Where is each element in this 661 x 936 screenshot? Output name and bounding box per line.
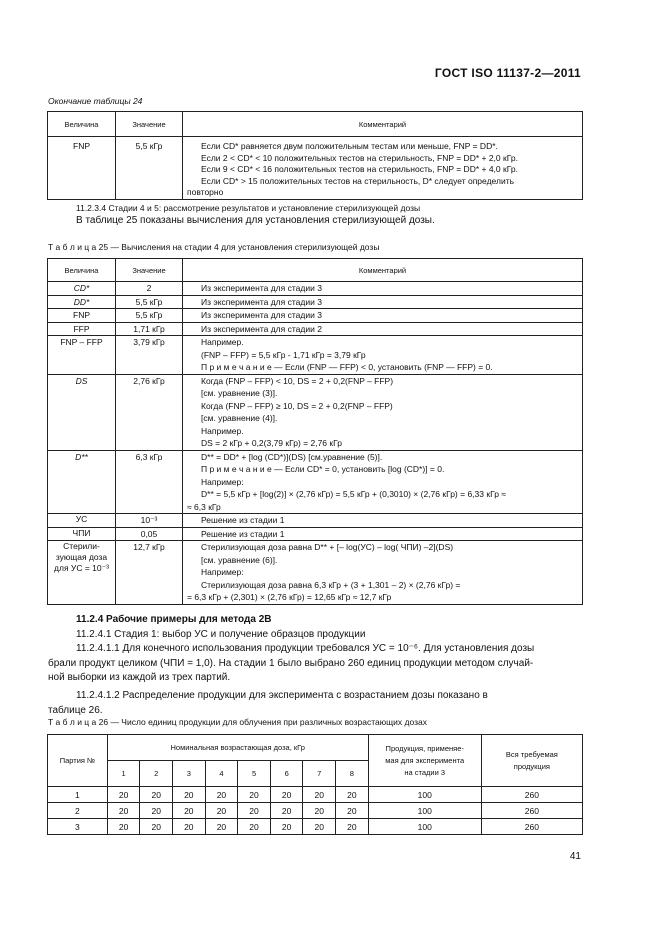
table-row [48, 787, 583, 803]
table-row [48, 514, 583, 528]
table26-cell-dose: 20 [238, 787, 271, 803]
comment-line: Из эксперимента для стадии 2 [201, 323, 322, 334]
table25-cell-comment [183, 309, 583, 323]
paragraph-11-2-4-1-2 [48, 689, 583, 718]
comment-line: Когда (FNP – FFP) ≥ 10, DS = 2 + 0,2(FNP – FFP) [201, 400, 393, 411]
table26-cell-dose: 20 [303, 819, 336, 835]
comment-line: Например. [201, 337, 244, 347]
table24-header-name: Величина [48, 112, 116, 137]
comment-line: Решение из стадии 1 [201, 528, 285, 539]
table26-cell-dose: 20 [303, 803, 336, 819]
comment-line: П р и м е ч а н и е — Если (FNP — FFP) < 0, установить (FNP — FFP) = 0. [201, 362, 493, 372]
table25-cell-name: FNP [48, 309, 116, 323]
comment-line: Из эксперимента для стадии 3 [201, 283, 322, 293]
table26-cell-dose: 20 [205, 803, 238, 819]
table-row [48, 450, 583, 514]
table26-cell-dose: 20 [140, 819, 173, 835]
paragraph-line: таблице 26. [48, 704, 103, 716]
table26-cell-dose: 20 [173, 803, 206, 819]
comment-line: [см. уравнение (6)]. [201, 554, 278, 565]
table25-cell-comment [183, 322, 583, 336]
paragraph-line: ной выборки из каждой из трех партий. [48, 672, 231, 683]
table26-cell-dose: 20 [270, 803, 303, 819]
table-row [48, 322, 583, 336]
table26-dose-column: 5 [238, 761, 271, 787]
comment-line: Из эксперимента для стадии 3 [201, 310, 322, 320]
table25-header-name: Величина [48, 259, 116, 282]
table24-cell-name: FNP [48, 137, 116, 200]
table25-cell-comment [183, 374, 583, 450]
table-row [48, 336, 583, 375]
comment-line: Стерилизующая доза равна D** + [– log(УС) – log( ЧПИ) –2](DS) [201, 542, 454, 552]
table-row [48, 309, 583, 323]
comment-line: DS = 2 кГр + 0,2(3,79 кГр) = 2,76 кГр [201, 438, 342, 448]
table26-cell-dose: 20 [173, 787, 206, 803]
table26-cell-dose: 20 [173, 819, 206, 835]
table26-header-dose: Номинальная возрастающая доза, кГр [107, 735, 368, 761]
header-line: мая для эксперимента [385, 755, 465, 765]
table26-dose-column: 8 [336, 761, 369, 787]
table26-cell-dose: 20 [205, 787, 238, 803]
paragraph-table25-intro: В таблице 25 показаны вычисления для установления стерилизующей дозы. [76, 215, 435, 226]
table25-cell-name: УС [48, 514, 116, 528]
table25-cell-comment [183, 527, 583, 541]
table26-cell-dose: 20 [107, 787, 140, 803]
table26-dose-column: 4 [205, 761, 238, 787]
header-line: Вся требуемая [505, 749, 558, 759]
table25-cell-comment [183, 336, 583, 375]
table24 [47, 111, 583, 200]
table25-cell-name: ЧПИ [48, 527, 116, 541]
comment-line: ≈ 6,3 кГр [187, 501, 221, 512]
table26-header-product [368, 735, 481, 787]
page-number: 41 [569, 851, 581, 862]
table26-cell-batch: 3 [48, 819, 108, 835]
table26-cell-dose: 20 [107, 803, 140, 819]
header-line: на стадии 3 [404, 767, 446, 777]
table26-cell-dose: 20 [205, 819, 238, 835]
table26-cell-product: 100 [368, 787, 481, 803]
table25-cell-name: D** [48, 450, 116, 514]
paragraph-11-2-3-4: 11.2.3.4 Стадии 4 и 5: рассмотрение результатов и установление стерилизующей дозы [76, 203, 421, 213]
table26-cell-dose: 20 [140, 803, 173, 819]
table26-cell-total: 260 [481, 819, 582, 835]
paragraph-line: 11.2.4.1.1 Для конечного использования продукции требовался УС = 10⁻⁶. Для установления дозы [76, 643, 535, 654]
comment-line: Из эксперимента для стадии 3 [201, 296, 322, 307]
table25 [47, 258, 583, 605]
header-line: Продукция, применяе- [385, 743, 464, 753]
comment-line: [см. уравнение (3)]. [201, 388, 278, 398]
comment-line: Если 9 < CD* < 16 положительных тестов на стерильность, FNP = DD* + 4,0 кГр. [201, 164, 518, 174]
table26-dose-column: 3 [173, 761, 206, 787]
comment-line: П р и м е ч а н и е — Если CD* = 0, установить [log (CD*)] = 0. [201, 464, 445, 474]
table26-cell-product: 100 [368, 803, 481, 819]
table-row [48, 374, 583, 450]
table26-header-batch: Партия № [48, 735, 108, 787]
comment-line: D** = 5,5 кГр + [log(2)] × (2,76 кГр) = 5,5 кГр + (0,3010) × (2,76 кГр) = 6,33 кГр ≈ [201, 489, 506, 499]
section-heading-11-2-4: 11.2.4 Рабочие примеры для метода 2В [76, 614, 272, 625]
comment-line: Когда (FNP – FFP) < 10, DS = 2 + 0,2(FNP – FFP) [201, 375, 394, 386]
document-header: ГОСТ ISO 11137-2—2011 [434, 66, 581, 80]
table25-cell-comment [183, 450, 583, 514]
comment-line: Например: [201, 476, 244, 487]
comment-line: Если CD* > 15 положительных тестов на стерильность, D* следует определить [201, 175, 515, 186]
comment-line: D** = DD* + [log (CD*)](DS) [см.уравнение (5)]. [201, 451, 383, 462]
table25-cell-name: FNP – FFP [48, 336, 116, 375]
table26-cell-batch: 1 [48, 787, 108, 803]
header-line: продукция [513, 761, 550, 771]
table25-cell-name: DS [48, 374, 116, 450]
table-row [48, 541, 583, 605]
table25-cell-name: FFP [48, 322, 116, 336]
table26-cell-dose: 20 [336, 803, 369, 819]
table26-cell-batch: 2 [48, 803, 108, 819]
table25-cell-value: 5,5 кГр [116, 309, 183, 323]
table24-header-value: Значение [116, 112, 183, 137]
comment-line: Решение из стадии 1 [201, 515, 285, 525]
table25-cell-name: CD* [48, 282, 116, 296]
table24-cell-comment [183, 137, 583, 200]
table-row [48, 803, 583, 819]
comment-line: = 6,3 кГр + (2,301) × (2,76 кГр) = 12,65 кГр ≈ 12,7 кГр [187, 592, 392, 602]
table25-header-value: Значение [116, 259, 183, 282]
table26-header-total [481, 735, 582, 787]
table25-cell-value: 1,71 кГр [116, 322, 183, 336]
table24-cell-value: 5,5 кГр [116, 137, 183, 200]
table25-cell-value: 3,79 кГр [116, 336, 183, 375]
table25-caption: Т а б л и ц а 25 — Вычисления на стадии 4 для установления стерилизующей дозы [48, 242, 380, 252]
table25-cell-comment [183, 514, 583, 528]
table26 [47, 734, 583, 835]
comment-line: (FNP – FFP) = 5,5 кГр - 1,71 кГр = 3,79 кГр [201, 349, 366, 360]
table25-cell-comment [183, 541, 583, 605]
table26-dose-column: 6 [270, 761, 303, 787]
table24-caption: Окончание таблицы 24 [48, 96, 143, 106]
comment-line: Например: [201, 567, 244, 577]
table25-cell-value: 0,05 [116, 527, 183, 541]
paragraph-11-2-4-1-1 [48, 642, 583, 686]
table26-caption: Т а б л и ц а 26 — Число единиц продукции для облучения при различных возрастающих дозах [48, 717, 427, 727]
table25-header-comment: Комментарий [183, 259, 583, 282]
table-row [48, 527, 583, 541]
table25-cell-comment [183, 282, 583, 296]
table26-cell-dose: 20 [270, 787, 303, 803]
table25-cell-value: 10⁻³ [116, 514, 183, 528]
table26-dose-column: 2 [140, 761, 173, 787]
table-row [48, 819, 583, 835]
table26-cell-dose: 20 [336, 819, 369, 835]
table26-cell-dose: 20 [238, 803, 271, 819]
comment-line: Например. [201, 425, 244, 436]
table25-cell-name: DD* [48, 295, 116, 309]
table26-cell-dose: 20 [336, 787, 369, 803]
table25-cell-value: 2 [116, 282, 183, 296]
comment-line: Если 2 < CD* < 10 положительных тестов на стерильность, FNP = DD* + 2,0 кГр. [201, 152, 518, 163]
table26-cell-total: 260 [481, 803, 582, 819]
table26-cell-dose: 20 [303, 787, 336, 803]
table-row [48, 282, 583, 296]
table26-dose-column: 1 [107, 761, 140, 787]
comment-line: повторно [187, 187, 224, 197]
comment-line: Если CD* равняется двум положительным тестам или меньше, FNP = DD*. [201, 141, 498, 151]
paragraph-line: 11.2.4.1.2 Распределение продукции для эксперимента с возрастанием дозы показано в [76, 690, 488, 701]
table25-cell-value: 2,76 кГр [116, 374, 183, 450]
comment-line: [см. уравнение (4)]. [201, 413, 278, 423]
table25-cell-name: Стерили- зующая доза для УС = 10⁻³ [48, 541, 116, 605]
table26-cell-total: 260 [481, 787, 582, 803]
table26-cell-dose: 20 [107, 819, 140, 835]
table24-header-comment: Комментарий [183, 112, 583, 137]
table25-cell-comment [183, 295, 583, 309]
table-row [48, 137, 583, 200]
table25-cell-value: 6,3 кГр [116, 450, 183, 514]
table26-cell-dose: 20 [270, 819, 303, 835]
comment-line: Стерилизующая доза равна 6,3 кГр + (3 + 1,301 – 2) × (2,76 кГр) = [201, 579, 461, 590]
table25-cell-value: 5,5 кГр [116, 295, 183, 309]
table26-cell-dose: 20 [140, 787, 173, 803]
paragraph-line: брали продукт целиком (ЧПИ = 1,0). На стадии 1 было выбрано 260 единиц продукции методом случай- [48, 657, 534, 669]
paragraph-11-2-4-1: 11.2.4.1 Стадия 1: выбор УС и получение образцов продукции [76, 629, 366, 640]
table26-cell-dose: 20 [238, 819, 271, 835]
table26-dose-column: 7 [303, 761, 336, 787]
table25-cell-value: 12,7 кГр [116, 541, 183, 605]
table-row [48, 295, 583, 309]
table26-cell-product: 100 [368, 819, 481, 835]
